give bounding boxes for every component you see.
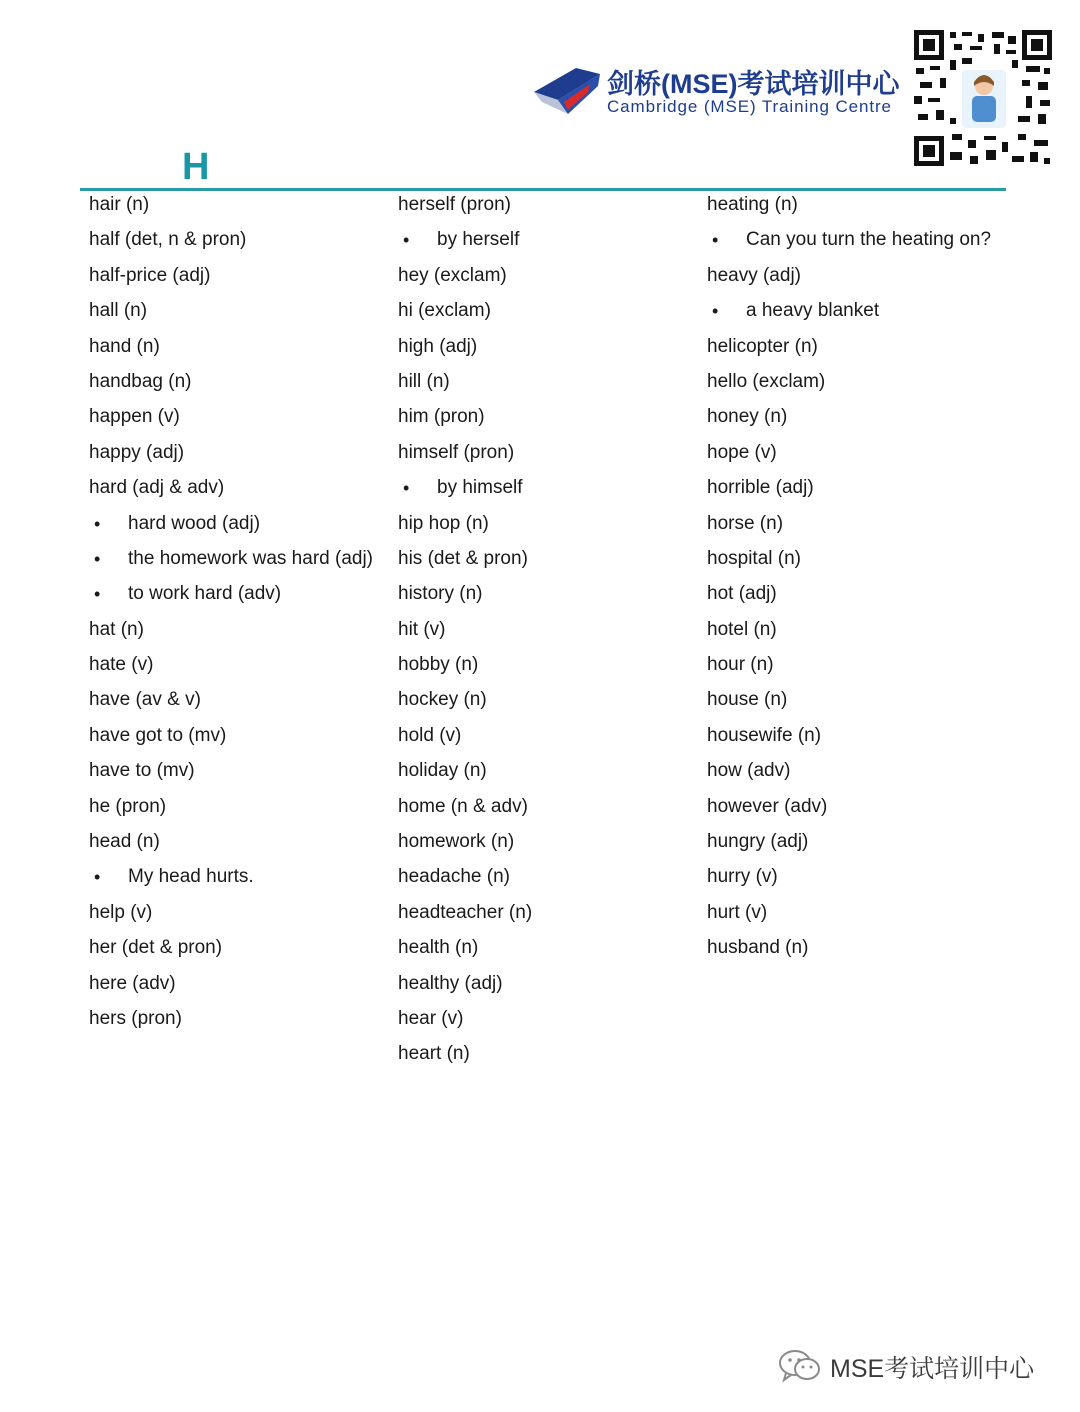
cambridge-mse-logo-icon (528, 62, 604, 116)
word-item: hers (pron) (89, 1007, 182, 1029)
word-item: happy (adj) (89, 441, 185, 463)
word-item: housewife (n) (707, 724, 822, 746)
brand-name-english: Cambridge (MSE) Training Centre (607, 97, 892, 116)
word-item: house (n) (707, 689, 788, 711)
word-item: head (n) (89, 831, 160, 853)
word-item: hope (v) (707, 441, 777, 463)
word-item: hall (n) (89, 300, 148, 322)
word-item: honey (n) (707, 406, 788, 428)
word-item: hi (exclam) (398, 300, 491, 322)
brand-name-chinese: 剑桥(MSE)考试培训中心 (607, 69, 900, 99)
word-item: headache (n) (398, 866, 510, 888)
word-item: hair (n) (89, 194, 150, 215)
word-item: hard (adj & adv) (89, 477, 225, 499)
footer-watermark (778, 1345, 1058, 1385)
word-item: however (adv) (707, 795, 828, 817)
word-item: homework (n) (398, 831, 515, 853)
word-item: headteacher (n) (398, 901, 533, 923)
word-item: hat (n) (89, 618, 144, 640)
example-item: • Can you turn the heating on? (707, 226, 991, 261)
word-item: holiday (n) (398, 760, 487, 782)
example-item: • hard wood (adj) (89, 510, 373, 545)
word-item: half (det, n & pron) (89, 229, 247, 251)
word-item: hold (v) (398, 724, 462, 746)
word-column-1 (89, 191, 373, 1040)
section-letter: H (182, 146, 210, 188)
example-item: • by himself (398, 474, 532, 509)
word-item: helicopter (n) (707, 335, 818, 357)
word-item: hit (v) (398, 618, 446, 640)
word-item: history (n) (398, 583, 483, 605)
wechat-icon (778, 1349, 822, 1383)
word-item: hand (n) (89, 335, 160, 357)
word-item: how (adv) (707, 760, 791, 782)
footer-text: MSE考试培训中心 (830, 1355, 1035, 1383)
word-item: hockey (n) (398, 689, 487, 711)
word-item: he (pron) (89, 795, 167, 817)
word-item: handbag (n) (89, 370, 192, 392)
word-column-3 (707, 191, 991, 970)
word-item: have got to (mv) (89, 724, 227, 746)
word-item: hear (v) (398, 1007, 464, 1029)
word-item: herself (pron) (398, 194, 511, 215)
word-item: here (adv) (89, 972, 176, 994)
example-item: • by herself (398, 226, 532, 261)
example-item: • the homework was hard (adj) (89, 545, 373, 580)
page-header (0, 0, 1080, 180)
word-item: healthy (adj) (398, 972, 503, 994)
word-item: health (n) (398, 937, 479, 959)
word-item: hurry (v) (707, 866, 778, 888)
word-item: hip hop (n) (398, 512, 489, 534)
word-item: himself (pron) (398, 441, 515, 463)
word-item: his (det & pron) (398, 547, 528, 569)
word-item: heart (n) (398, 1043, 470, 1065)
word-item: hot (adj) (707, 583, 777, 605)
word-item: hotel (n) (707, 618, 777, 640)
word-item: hill (n) (398, 370, 450, 392)
example-item: • to work hard (adv) (89, 580, 373, 615)
word-column-2 (398, 191, 532, 1076)
word-item: her (det & pron) (89, 937, 223, 959)
word-item: have to (mv) (89, 760, 195, 782)
word-item: hey (exclam) (398, 264, 507, 286)
word-item: heating (n) (707, 194, 798, 215)
word-item: hello (exclam) (707, 370, 826, 392)
word-item: hobby (n) (398, 654, 479, 676)
word-item: hour (n) (707, 654, 774, 676)
word-item: have (av & v) (89, 689, 201, 711)
qr-code-icon (914, 30, 1052, 166)
word-item: home (n & adv) (398, 795, 528, 817)
word-item: husband (n) (707, 937, 809, 959)
word-item: hate (v) (89, 654, 154, 676)
word-item: hungry (adj) (707, 831, 809, 853)
word-item: heavy (adj) (707, 264, 801, 286)
word-item: him (pron) (398, 406, 485, 428)
word-item: hurt (v) (707, 901, 768, 923)
word-item: hospital (n) (707, 547, 801, 569)
example-item: • a heavy blanket (707, 297, 991, 332)
word-item: horrible (adj) (707, 477, 814, 499)
word-item: happen (v) (89, 406, 180, 428)
word-item: half-price (adj) (89, 264, 211, 286)
word-item: help (v) (89, 901, 153, 923)
word-item: horse (n) (707, 512, 784, 534)
example-item: • My head hurts. (89, 863, 373, 898)
word-item: high (adj) (398, 335, 478, 357)
